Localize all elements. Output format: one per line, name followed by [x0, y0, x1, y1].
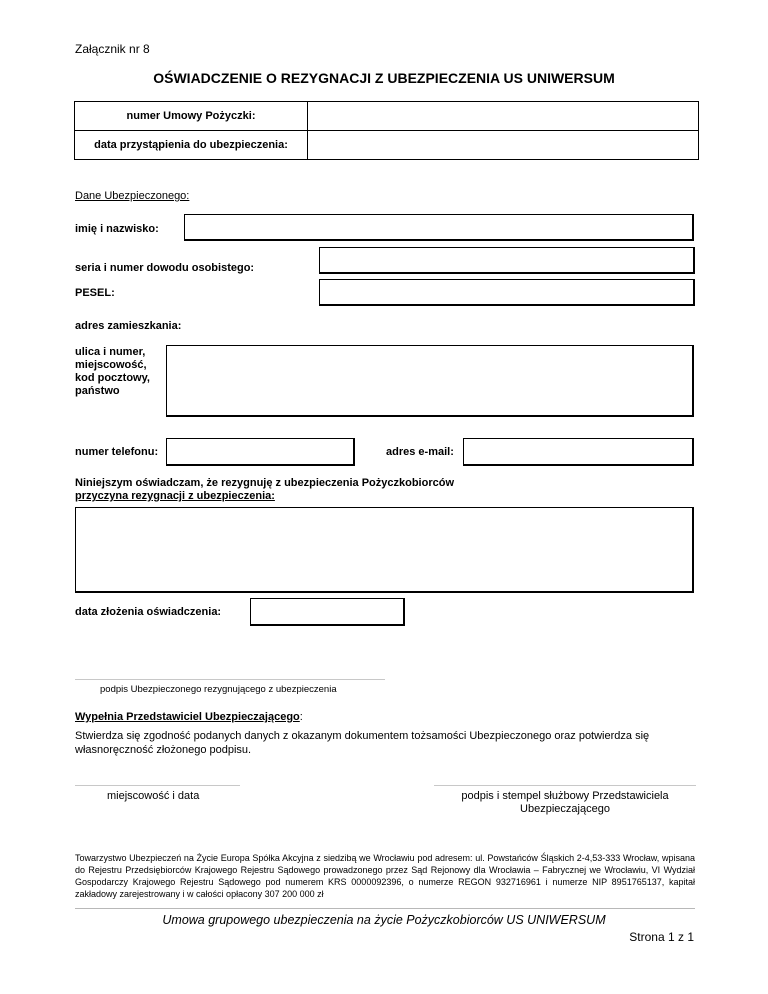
reason-field[interactable]	[75, 507, 694, 593]
place-date-caption: miejscowość i data	[107, 790, 200, 802]
pesel-label: PESEL:	[75, 287, 115, 299]
attachment-number: Załącznik nr 8	[75, 42, 150, 56]
loan-number-field[interactable]	[308, 102, 699, 131]
phone-label: numer telefonu:	[75, 446, 159, 458]
submission-date-label: data złożenia oświadczenia:	[75, 606, 222, 618]
company-info: Towarzystwo Ubezpieczeń na Życie Europa Spółka Akcyjna z siedzibą we Wrocławiu pod adresem: ul. Powstańców Śląskich 2-4,53-333 Wrocław, wpisana do Rejestru Przedsiębiorców Krajowego Rejestru Sądowego prowadzonego przez Sąd Rejonowy dla Wrocławia – Fabrycznej we Wrocławiu, VI Wydział Gospodarczy Krajowego Rejestru Sądowego pod numerem KRS 0000092396, o numerze REGON 932716961 i numerze NIP 8951765137, kapitał zakładowy zarejestrowany i w całości opłacony 307 200 000 zł	[75, 853, 695, 899]
id-label: seria i numer dowodu osobistego:	[75, 262, 255, 274]
email-field[interactable]	[463, 438, 694, 466]
table-row	[75, 131, 699, 160]
phone-field[interactable]	[166, 438, 355, 466]
street-label-line: państwo	[75, 385, 120, 397]
name-field[interactable]	[184, 214, 694, 241]
representative-title	[75, 711, 303, 723]
address-label: adres zamieszkania:	[75, 320, 182, 332]
join-date-label: data przystąpienia do ubezpieczenia:	[75, 131, 308, 160]
resignation-statement: Niniejszym oświadczam, że rezygnuję z ubezpieczenia Pożyczkobiorców	[75, 477, 455, 489]
id-field[interactable]	[319, 247, 695, 274]
representative-title-text: Wypełnia Przedstawiciel Ubezpieczającego	[75, 711, 300, 723]
contract-title: Umowa grupowego ubezpieczenia na życie Pożyczkobiorców US UNIWERSUM	[162, 913, 606, 927]
place-date-line	[75, 785, 240, 786]
signature-line	[75, 679, 385, 680]
representative-text: Stwierdza się zgodność podanych danych z okazanym dokumentem tożsamości Ubezpieczonego oraz potwierdza się własnoręczność złożonego podpisu.	[75, 730, 650, 756]
street-label-line: ulica i numer,	[75, 346, 146, 358]
page-title: OŚWIADCZENIE O REZYGNACJI Z UBEZPIECZENIA US UNIWERSUM	[153, 70, 615, 86]
representative-title-colon: :	[299, 711, 303, 723]
join-date-field[interactable]	[308, 131, 699, 160]
stamp-caption-line: Ubezpieczającego	[520, 803, 610, 815]
name-label: imię i nazwisko:	[75, 223, 159, 235]
address-field[interactable]	[166, 345, 694, 417]
street-label	[75, 346, 150, 398]
agreement-table	[74, 101, 699, 160]
table-row	[75, 102, 699, 131]
stamp-line	[434, 785, 696, 786]
loan-number-label: numer Umowy Pożyczki:	[75, 102, 308, 131]
reason-label: przyczyna rezygnacji z ubezpieczenia:	[75, 490, 275, 502]
page-number: Strona 1 z 1	[629, 930, 694, 944]
pesel-field[interactable]	[319, 279, 695, 306]
street-label-line: kod pocztowy,	[75, 372, 150, 384]
email-label: adres e-mail:	[386, 446, 454, 458]
footer-divider	[75, 908, 695, 909]
stamp-caption-line: podpis i stempel służbowy Przedstawiciela	[461, 790, 669, 802]
submission-date-field[interactable]	[250, 598, 405, 626]
signature-caption: podpis Ubezpieczonego rezygnującego z ubezpieczenia	[100, 684, 337, 695]
stamp-caption	[434, 790, 696, 816]
street-label-line: miejscowość,	[75, 359, 147, 371]
insured-section-title: Dane Ubezpieczonego:	[75, 190, 190, 202]
